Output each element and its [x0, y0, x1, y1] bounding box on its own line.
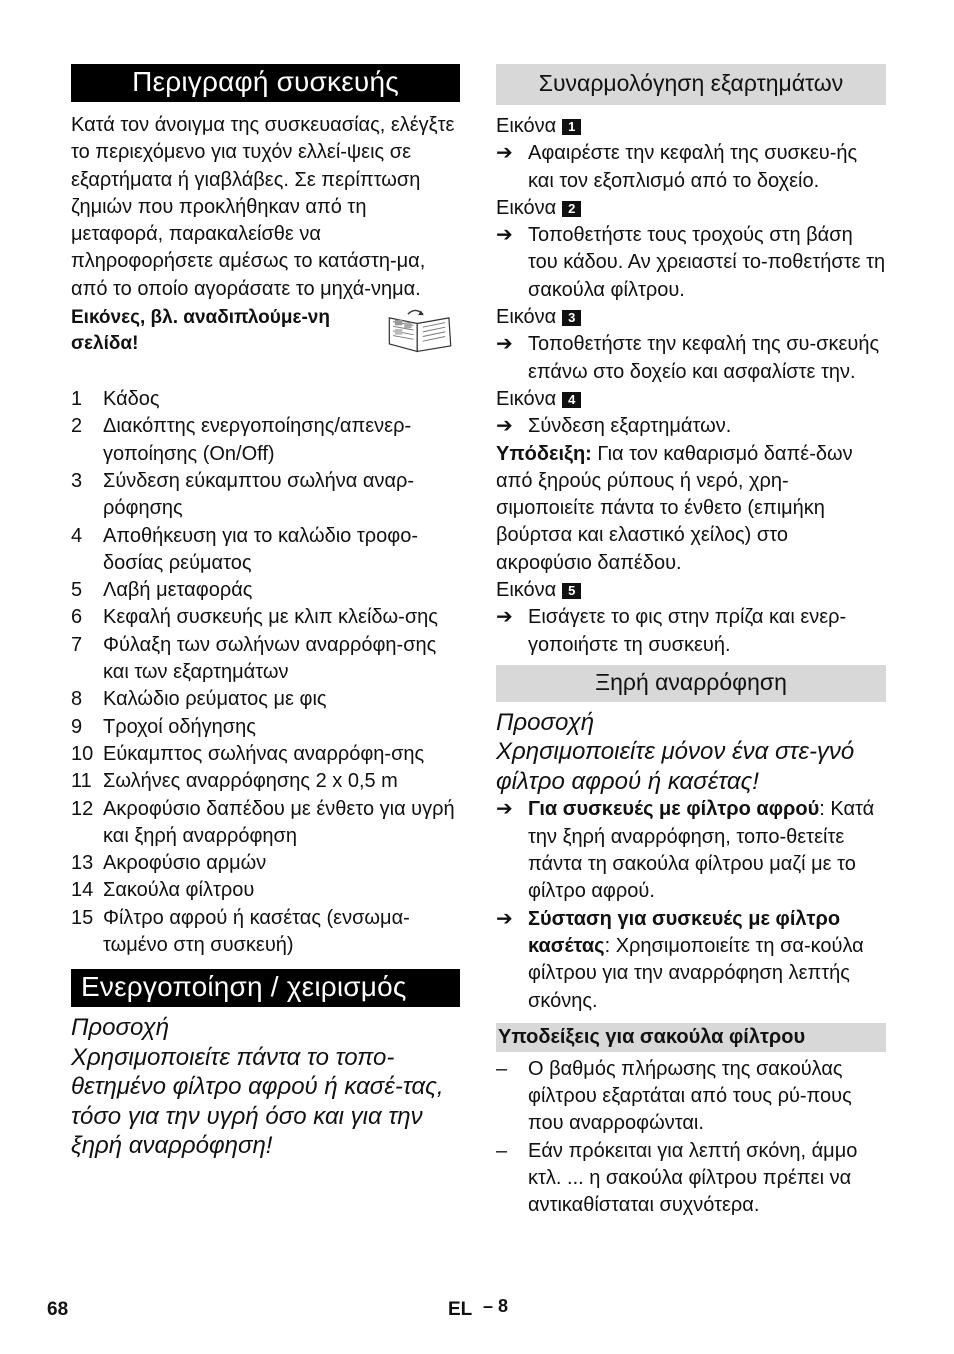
language-code: EL — [448, 1299, 473, 1320]
instruction-step: ➔ Σύνδεση εξαρτημάτων. — [496, 413, 886, 440]
page-number: 68 — [47, 1299, 69, 1320]
arrow-icon: ➔ — [496, 907, 513, 930]
arrow-icon: ➔ — [496, 798, 513, 821]
figure-label: Εικόνα 5 — [496, 577, 886, 604]
images-note — [71, 305, 460, 383]
foldout-book-icon — [380, 305, 458, 355]
caution-block — [496, 708, 886, 797]
heading-assembly: Συναρμολόγηση εξαρτημάτων — [496, 64, 886, 105]
list-item: 8 Καλώδιο ρεύματος με φις — [71, 688, 327, 711]
list-item: 6 Κεφαλή συσκευής με κλιπ κλείδω-σης — [71, 606, 438, 629]
figure-number-badge: 5 — [562, 583, 581, 599]
instruction-step: ➔ Εισάγετε το φις στην πρίζα και ενερ-γοποιήστε τη συσκευή. — [496, 604, 886, 659]
figure-label: Εικόνα 1 — [496, 113, 886, 140]
list-item: 7 Φύλαξη των σωλήνων αναρρόφη-σης και των εξαρτημάτων — [71, 633, 437, 684]
instruction-step: ➔ Αφαιρέστε την κεφαλή της συσκευ-ής και τον εξοπλισμό από το δοχείο. — [496, 140, 886, 195]
arrow-icon: ➔ — [496, 142, 513, 165]
caution-title: Προσοχή — [71, 1014, 170, 1042]
arrow-icon: ➔ — [496, 224, 513, 247]
list-item: 3 Σύνδεση εύκαμπτου σωλήνα αναρ-ρόφησης — [71, 469, 415, 520]
caution-block — [71, 1013, 460, 1161]
list-item: – Εάν πρόκειται για λεπτή σκόνη, άμμο κτλ. ... η σακούλα φίλτρου πρέπει να αντικαθίσταται συχνότερα. — [496, 1139, 858, 1217]
figure-number-badge: 2 — [562, 201, 581, 217]
sub-page-number: – 8 — [483, 1296, 509, 1316]
list-item: 4 Αποθήκευση για το καλώδιο τροφο-δοσίας ρεύματος — [71, 524, 418, 574]
caution-title: Προσοχή — [496, 708, 595, 736]
foam-filter-instruction: ➔ Για συσκευές με φίλτρο αφρού: Κατά την ξηρή αναρρόφηση, τοπο-θετείτε πάντα τη σακούλα φίλτρου μαζί με το φίλτρο αφρού. — [496, 796, 886, 905]
list-item: 11 Σωλήνες αναρρόφησης 2 x 0,5 m — [71, 770, 398, 793]
list-item: 14 Σακούλα φίλτρου — [71, 879, 255, 902]
filter-bag-tips — [496, 1056, 886, 1220]
heading-filter-bag-tips: Υποδείξεις για σακούλα φίλτρου — [496, 1023, 886, 1052]
figure-label: Εικόνα 2 — [496, 195, 886, 222]
list-item: 5 Λαβή μεταφοράς — [71, 579, 253, 602]
list-item: 13 Ακροφύσιο αρμών — [71, 852, 267, 875]
list-item: 2 Διακόπτης ενεργοποίησης/απενερ-γοποίησης (On/Off) — [71, 415, 412, 465]
arrow-icon: ➔ — [496, 333, 513, 356]
arrow-icon: ➔ — [496, 606, 513, 629]
figure-number-badge: 3 — [562, 310, 581, 326]
left-column — [71, 64, 460, 1161]
list-item: 15 Φίλτρο αφρού ή κασέτας (ενσωμα-τωμένο στη συσκευή) — [71, 906, 410, 957]
right-column — [496, 64, 886, 1220]
figure-label: Εικόνα 3 — [496, 304, 886, 331]
assembly-steps — [496, 113, 886, 659]
list-item: 10 Εύκαμπτος σωλήνας αναρρόφη-σης — [71, 742, 425, 765]
figure-label: Εικόνα 4 — [496, 386, 886, 413]
figure-number-badge: 4 — [562, 392, 581, 408]
instruction-step: ➔ Τοποθετήστε τους τροχούς στη βάση του κάδου. Αν χρειαστεί το-ποθετήστε τη σακούλα φίλτρου. — [496, 222, 886, 304]
list-item: 1 Κάδος — [71, 388, 160, 411]
instruction-step: ➔ Τοποθετήστε την κεφαλή της συ-σκευής επάνω στο δοχείο και ασφαλίστε την. — [496, 331, 886, 386]
images-note-text: Εικόνες, βλ. αναδιπλούμε-νη σελίδα! — [71, 307, 330, 355]
heading-operation: Ενεργοποίηση / χειρισμός — [71, 969, 460, 1007]
intro-paragraph: Κατά τον άνοιγμα της συσκευασίας, ελέγξτε το περιεχόμενο για τυχόν ελλεί-ψεις σε εξαρτήματα ή γιαβλάβες. Σε περίπτωση ζημιών που προκλήθηκαν από τη μεταφορά, παρακαλείσθε να πληροφορήσετε αμέσως το κατάστη-μα, από το οποίο αγοράσατε το μηχά-νημα. — [71, 114, 455, 300]
figure-number-badge: 1 — [562, 119, 581, 135]
list-item: 9 Τροχοί οδήγησης — [71, 715, 256, 738]
heading-dry-vacuuming: Ξηρή αναρρόφηση — [496, 665, 886, 702]
cartridge-filter-instruction: ➔ Σύσταση για συσκευές με φίλτρο κασέτας: Χρησιμοποιείτε τη σα-κούλα φίλτρου για την αναρρόφηση λεπτής σκόνης. — [496, 906, 886, 1015]
caution-text: Χρησιμοποιείτε μόνον ένα στε-γνό φίλτρο αφρού ή κασέτας! — [496, 738, 855, 795]
list-item: 12 Ακροφύσιο δαπέδου με ένθετο για υγρή και ξηρή αναρρόφηση — [71, 797, 455, 847]
arrow-icon: ➔ — [496, 415, 513, 438]
list-item: – Ο βαθμός πλήρωσης της σακούλας φίλτρου εξαρτάται από τους ρύ-πους που αναρροφώνται. — [496, 1057, 852, 1135]
caution-text: Χρησιμοποιείτε πάντα το τοπο-θετημένο φίλτρο αφρού ή κασέ-τας, τόσο για την υγρή όσο και για την ξηρή αναρρόφηση! — [71, 1043, 444, 1160]
hint-paragraph: Υπόδειξη: Για τον καθαρισμό δαπέ-δων από ξηρούς ρύπους ή νερό, χρη-σιμοποιείτε πάντα το ένθετο (επιμήκη βούρτσα και ελαστικό χείλος) στο ακροφύσιο δαπέδου. — [496, 442, 853, 574]
parts-list — [71, 386, 460, 959]
heading-device-description: Περιγραφή συσκευής — [71, 64, 460, 102]
